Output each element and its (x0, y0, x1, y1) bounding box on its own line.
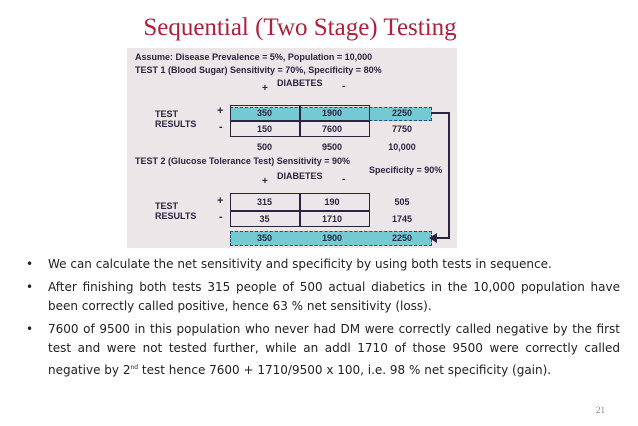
t1-cell: 7750 (391, 124, 413, 134)
assumption-text: Assume: Disease Prevalence = 5%, Population = 10,000 (135, 52, 373, 62)
row-plus-2: + (217, 195, 224, 207)
sequential-testing-figure (127, 48, 457, 248)
t2-cell: 1745 (391, 214, 413, 224)
t1-cell: 9500 (321, 142, 343, 152)
plus-sign-1: + (262, 83, 268, 94)
test2-specificity: Specificity = 90% (369, 165, 443, 175)
test1-label: TEST 1 (Blood Sugar) Sensitivity = 70%, Specificity = 80% (135, 65, 382, 75)
bullet-item: • We can calculate the net sensitivity and specificity by using both tests in sequence. (26, 257, 552, 271)
bullet-text: After finishing both tests 315 people of 500 actual diabetics in the 10,000 population have been correctly called positive, hence 63 % net sensitivity (loss). (48, 280, 620, 313)
diabetes-header-1: DIABETES (277, 78, 323, 88)
bullet-text: 7600 of 9500 in this population who never had DM were correctly called negative by the first test and were not tested further, while an addl 1710 of those 9500 were correctly called negative by 2 (48, 322, 620, 377)
t2-cell: 2250 (391, 233, 413, 243)
t2-cell: 315 (256, 197, 273, 207)
t2-cell: 350 (256, 233, 273, 243)
bullet-text: test hence 7600 + 1710/9500 x 100, i.e. 98 % net specificity (gain). (138, 363, 552, 377)
bullet-item: • After finishing both tests 315 people of 500 actual diabetics in the 10,000 population have been correctly called positive, hence 63 % net sensitivity (loss). (26, 280, 620, 313)
t2-cell: 505 (394, 197, 410, 207)
bullet-list (26, 255, 620, 384)
test-results-label-2: TEST RESULTS (155, 201, 197, 221)
slide-title: Sequential (Two Stage) Testing (143, 14, 457, 41)
t1-cell: 10,000 (388, 142, 416, 152)
minus-sign-1: - (342, 81, 346, 92)
row-plus-1: + (217, 105, 224, 117)
t2-cell: 1710 (321, 214, 343, 224)
plus-sign-2: + (262, 176, 268, 187)
t2-cell: 35 (259, 214, 270, 224)
t2-cell: 190 (324, 197, 340, 207)
minus-sign-2: - (342, 174, 346, 185)
diabetes-header-2: DIABETES (277, 171, 323, 181)
test-results-label-1: TEST RESULTS (155, 109, 197, 129)
row-minus-1: - (219, 121, 223, 133)
t1-cell: 1900 (321, 108, 343, 118)
t1-cell: 150 (256, 124, 273, 134)
superscript: nd (130, 364, 139, 371)
t2-cell: 1900 (321, 233, 343, 243)
page-number: 21 (596, 405, 605, 415)
flow-arrow-icon (427, 106, 457, 248)
t1-cell: 350 (256, 108, 273, 118)
bullet-text: We can calculate the net sensitivity and specificity by using both tests in sequence. (48, 257, 552, 271)
t1-cell: 500 (256, 142, 273, 152)
bullet-item: • 7600 of 9500 in this population who never had DM were correctly called negative by the first test and were not tested further, while an addl 1710 of those 9500 were correctly called negative by 2nd test hence 7600 + 1710/9500 x 100, i.e. 98 % net specificity (gain). (26, 322, 620, 377)
t1-cell: 7600 (321, 124, 343, 134)
test2-label: TEST 2 (Glucose Tolerance Test) Sensitivity = 90% (135, 156, 350, 166)
t1-cell: 2250 (391, 108, 413, 118)
row-minus-2: - (219, 211, 223, 223)
